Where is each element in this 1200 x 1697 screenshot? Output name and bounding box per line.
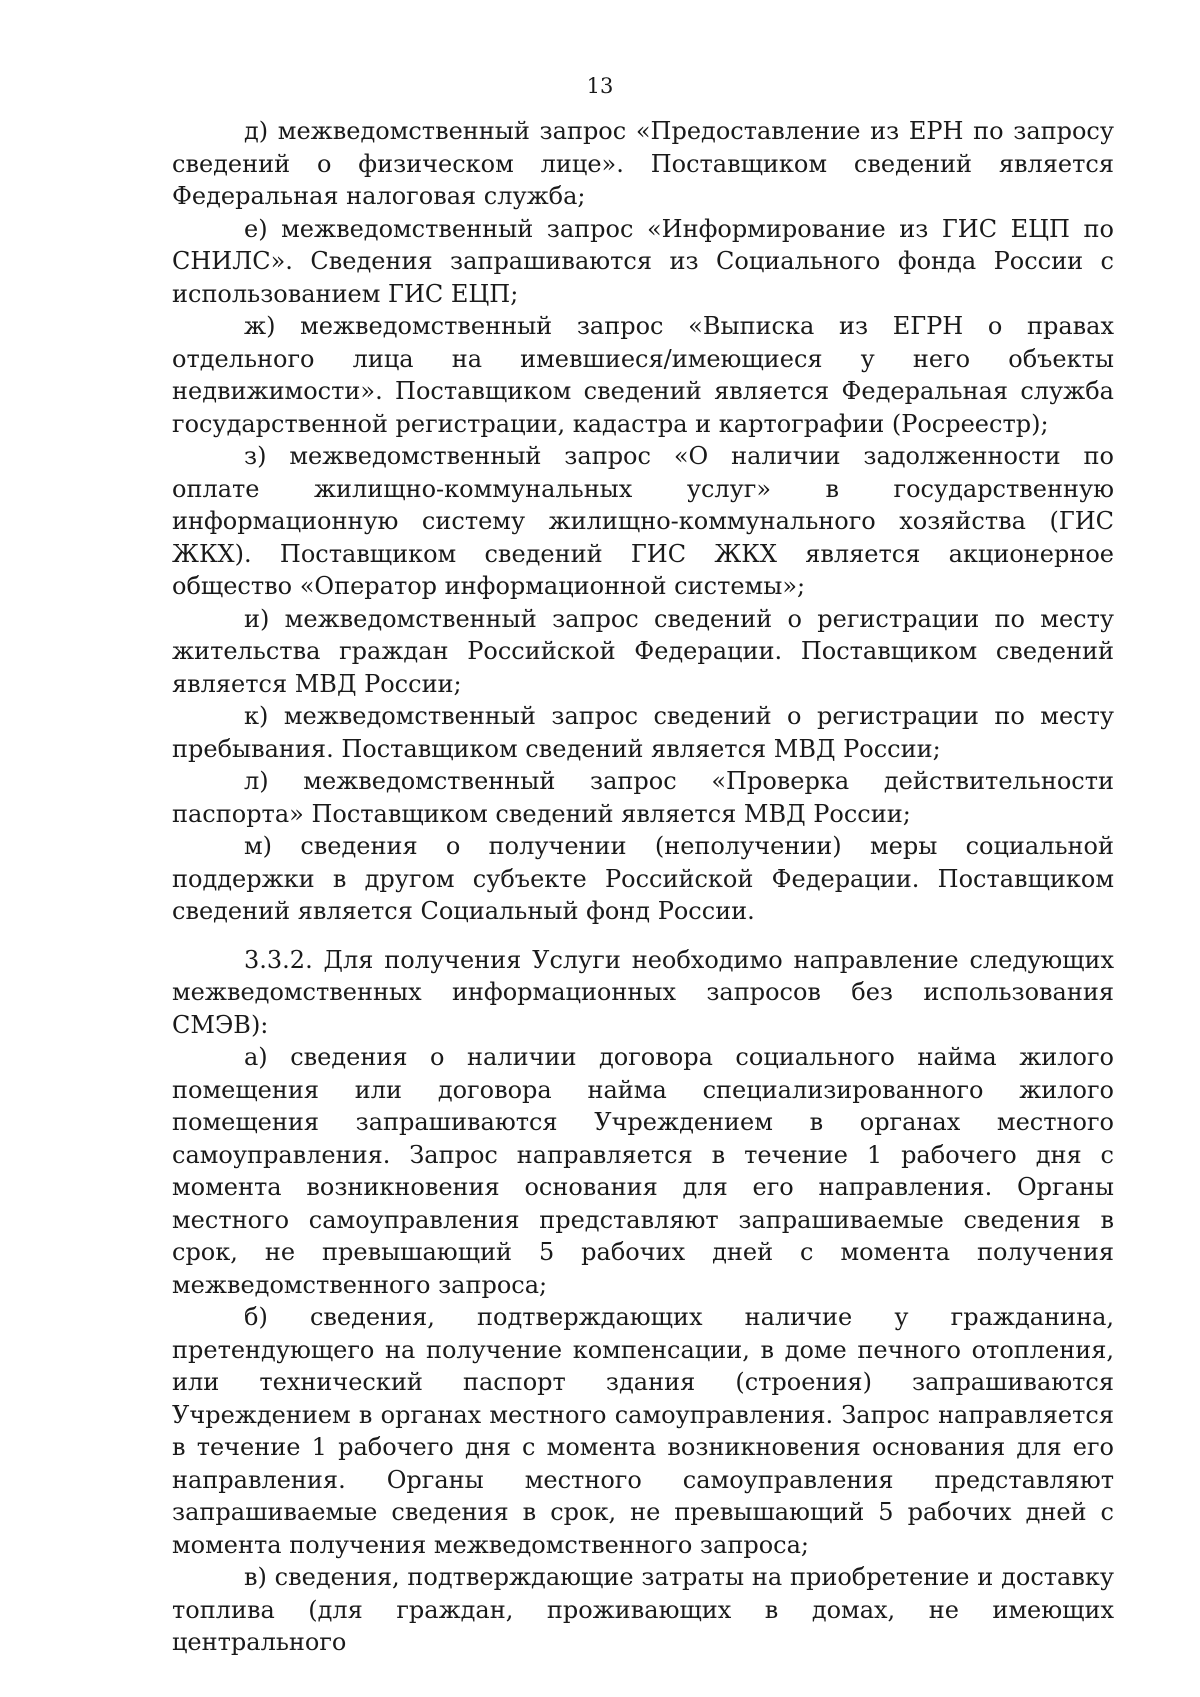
paragraph-e: е) межведомственный запрос «Информирование из ГИС ЕЦП по СНИЛС». Сведения запрашиваются из Социального фонда России с использованием ГИС ЕЦП; [172,214,1114,308]
paragraph-m: м) сведения о получении (неполучении) меры социальной поддержки в другом субъекте Российской Федерации. Поставщиком сведений является Социальный фонд России. [172,832,1114,925]
paragraph-z: з) межведомственный запрос «О наличии задолженности по оплате жилищно-коммунальных услуг» в государственную информационную систему жилищно-коммунального хозяйства (ГИС ЖКХ). Поставщиком сведений ГИС ЖКХ является акционерное общество «Оператор информационной системы»; [172,442,1114,600]
paragraph-b: б) сведения, подтверждающих наличие у гражданина, претендующего на получение компенсации, в доме печного отопления, или технический паспорт здания (строения) запрашиваются Учреждением в органах местного самоуправления. Запрос направляется в течение 1 рабочего дня с момента возникновения основания для его направления. Органы местного самоуправления представляют запрашиваемые сведения в срок, не превышающий 5 рабочих дней с момента получения межведомственного запроса; [172,1303,1114,1559]
paragraph-i: и) межведомственный запрос сведений о регистрации по месту жительства граждан Российской Федерации. Поставщиком сведений является МВД России; [172,604,1114,698]
paragraph-zh: ж) межведомственный запрос «Выписка из ЕГРН о правах отдельного лица на имевшиеся/имеющиеся у него объекты недвижимости». Поставщиком сведений является Федеральная служба государственной регистрации, кадастра и картографии (Росреестр); [172,312,1114,438]
section-3-3-2-heading: 3.3.2. Для получения Услуги необходимо направление следующих межведомственных информационных запросов без использования СМЭВ): [172,945,1114,1039]
paragraph-v: в) сведения, подтверждающие затраты на приобретение и доставку топлива (для граждан, проживающих в домах, не имеющих центрального [172,1563,1114,1656]
paragraph-d: д) межведомственный запрос «Предоставление из ЕРН по запросу сведений о физическом лице». Поставщиком сведений является Федеральная налоговая служба; [172,117,1114,210]
paragraph-a: а) сведения о наличии договора социального найма жилого помещения или договора найма специализированного жилого помещения запрашиваются Учреждением в органах местного самоуправления. Запрос направляется в течение 1 рабочего дня с момента возникновения основания для его направления. Органы местного самоуправления представляют запрашиваемые сведения в срок, не превышающий 5 рабочих дней с момента получения межведомственного запроса; [172,1043,1114,1299]
page-number: 13 [586,74,614,98]
paragraph-l: л) межведомственный запрос «Проверка действительности паспорта» Поставщиком сведений является МВД России; [172,767,1114,828]
paragraph-k: к) межведомственный запрос сведений о регистрации по месту пребывания. Поставщиком сведений является МВД России; [172,702,1114,763]
document-body [172,115,1114,1659]
